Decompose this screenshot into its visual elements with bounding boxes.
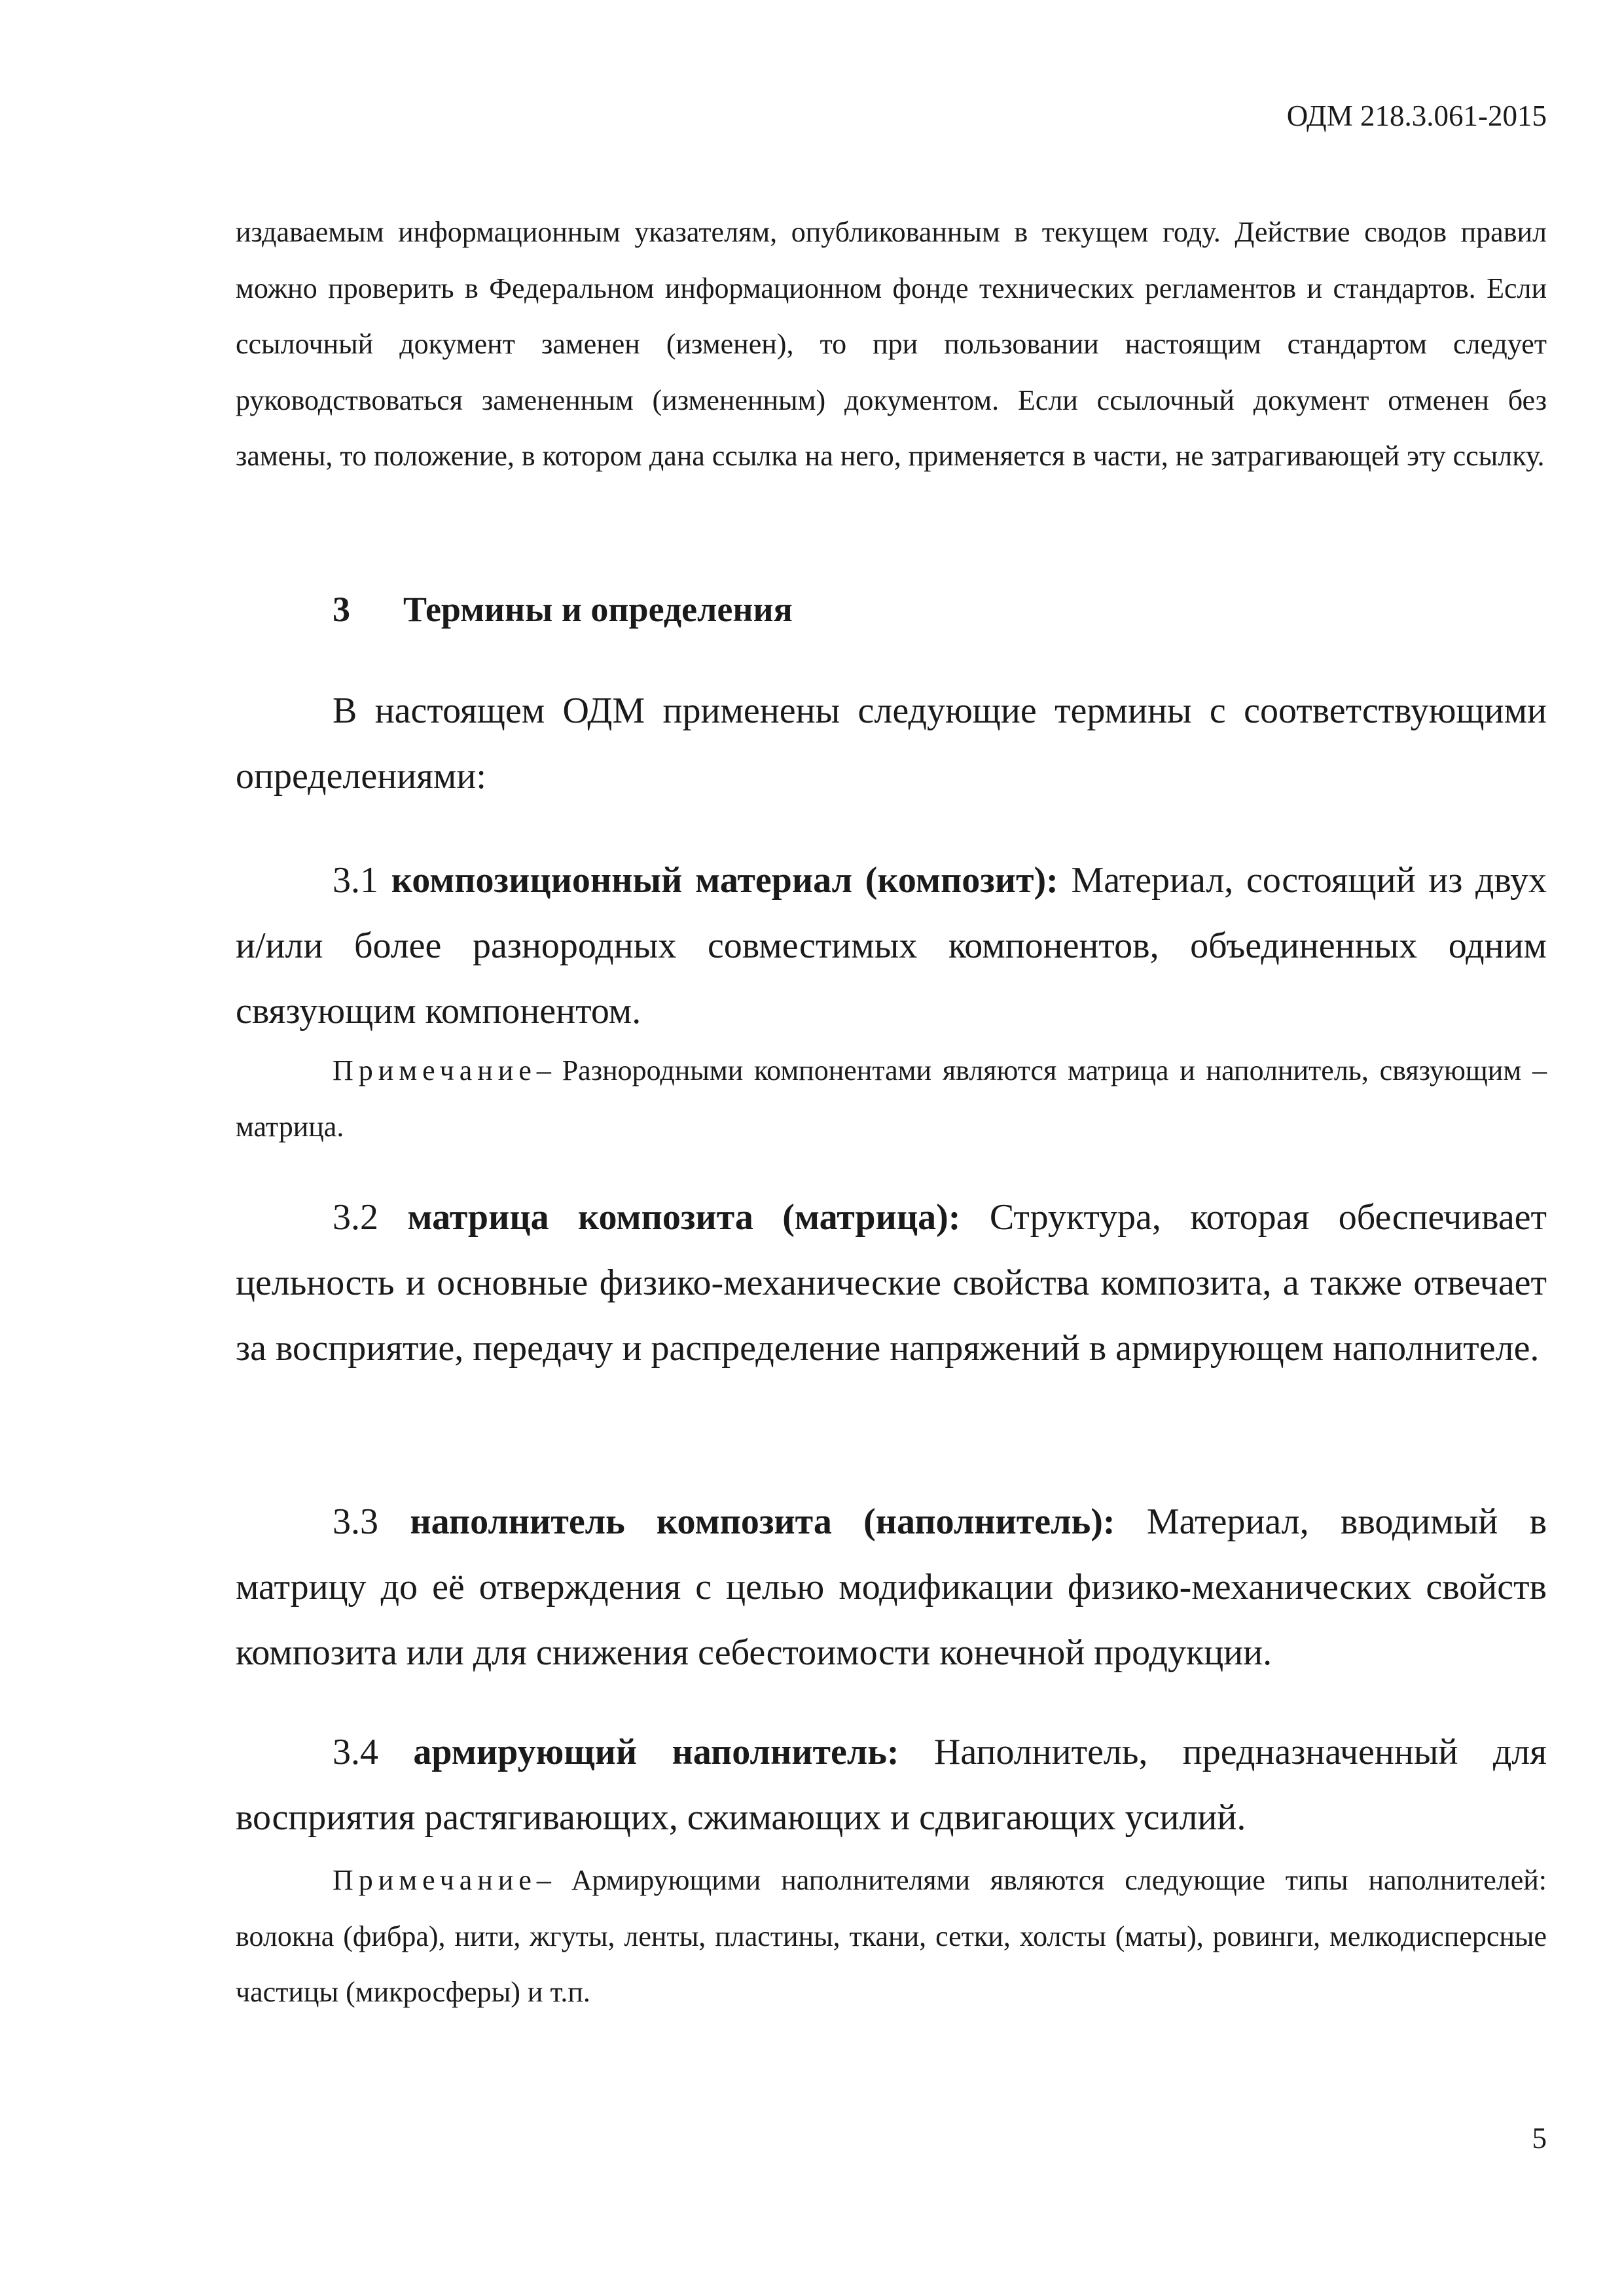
section-number: 3 [333,590,350,629]
section-intro-block [236,678,1547,809]
note-1 [236,1043,1547,1155]
definition-text: Наполнитель, предназначенный для восприятия растягивающих, сжимающих и сдвигающих усилий. [236,1732,1547,1838]
definition-term: наполнитель композита (наполнитель): [410,1501,1115,1542]
note-text: – Армирующими наполнителями являются следующие типы наполнителей: волокна (фибра), нити, жгуты, ленты, пластины, ткани, сетки, холсты (маты), ровинги, мелкодисперсные частицы (микросферы) и т.п. [236,1864,1547,2008]
section-heading-block [236,586,1547,632]
document-code: ОДМ 218.3.061-2015 [1286,99,1547,132]
definition-text: Материал, состоящий из двух и/или более разнородных совместимых компонентов, объединенных одним связующим компонентом. [236,860,1547,1031]
note-label: Примечание [333,1864,537,1896]
section-title: Термины и определения [403,590,793,629]
definition-3-2-block [236,1185,1547,1381]
definition-3-3 [236,1489,1547,1685]
definition-number: 3.1 [333,860,378,901]
section-heading [236,586,1547,632]
definition-3-1 [236,848,1547,1044]
definition-3-4 [236,1719,1547,1850]
intro-block [236,204,1547,484]
definition-number: 3.2 [333,1197,378,1238]
note-1-block [236,1043,1547,1155]
definition-3-2 [236,1185,1547,1381]
definition-term: композиционный материал (композит): [391,860,1058,901]
definition-term: матрица композита (матрица): [407,1197,961,1238]
definition-3-1-block [236,848,1547,1044]
note-2 [236,1852,1547,2020]
definition-3-3-block [236,1489,1547,1685]
note-label: Примечание [333,1054,537,1086]
note-2-block [236,1852,1547,2020]
definition-number: 3.3 [333,1501,378,1542]
definition-term: армирующий наполнитель: [413,1732,899,1772]
definition-text: Материал, вводимый в матрицу до её отверждения с целью модификации физико-механических свойств композита или для снижения себестоимости конечной продукции. [236,1501,1547,1673]
definition-text: Структура, которая обеспечивает цельность и основные физико-механические свойства композита, а также отвечает за восприятие, передачу и распределение напряжений в армирующем наполнителе. [236,1197,1547,1369]
intro-paragraph: издаваемым информационным указателям, опубликованным в текущем году. Действие сводов правил можно проверить в Федеральном информационном фонде технических регламентов и стандартов. Если ссылочный документ заменен (изменен), то при пользовании настоящим стандартом следует руководствоваться замененным (измененным) документом. Если ссылочный документ отменен без замены, то положение, в котором дана ссылка на него, применяется в части, не затрагивающей эту ссылку. [236,216,1547,472]
definition-3-4-block [236,1719,1547,1850]
section-intro: В настоящем ОДМ применены следующие термины с соответствующими определениями: [236,691,1547,797]
note-text: – Разнородными компонентами являются матрица и наполнитель, связующим – матрица. [236,1054,1547,1143]
page-number: 5 [1532,2122,1547,2155]
definition-number: 3.4 [333,1732,378,1772]
